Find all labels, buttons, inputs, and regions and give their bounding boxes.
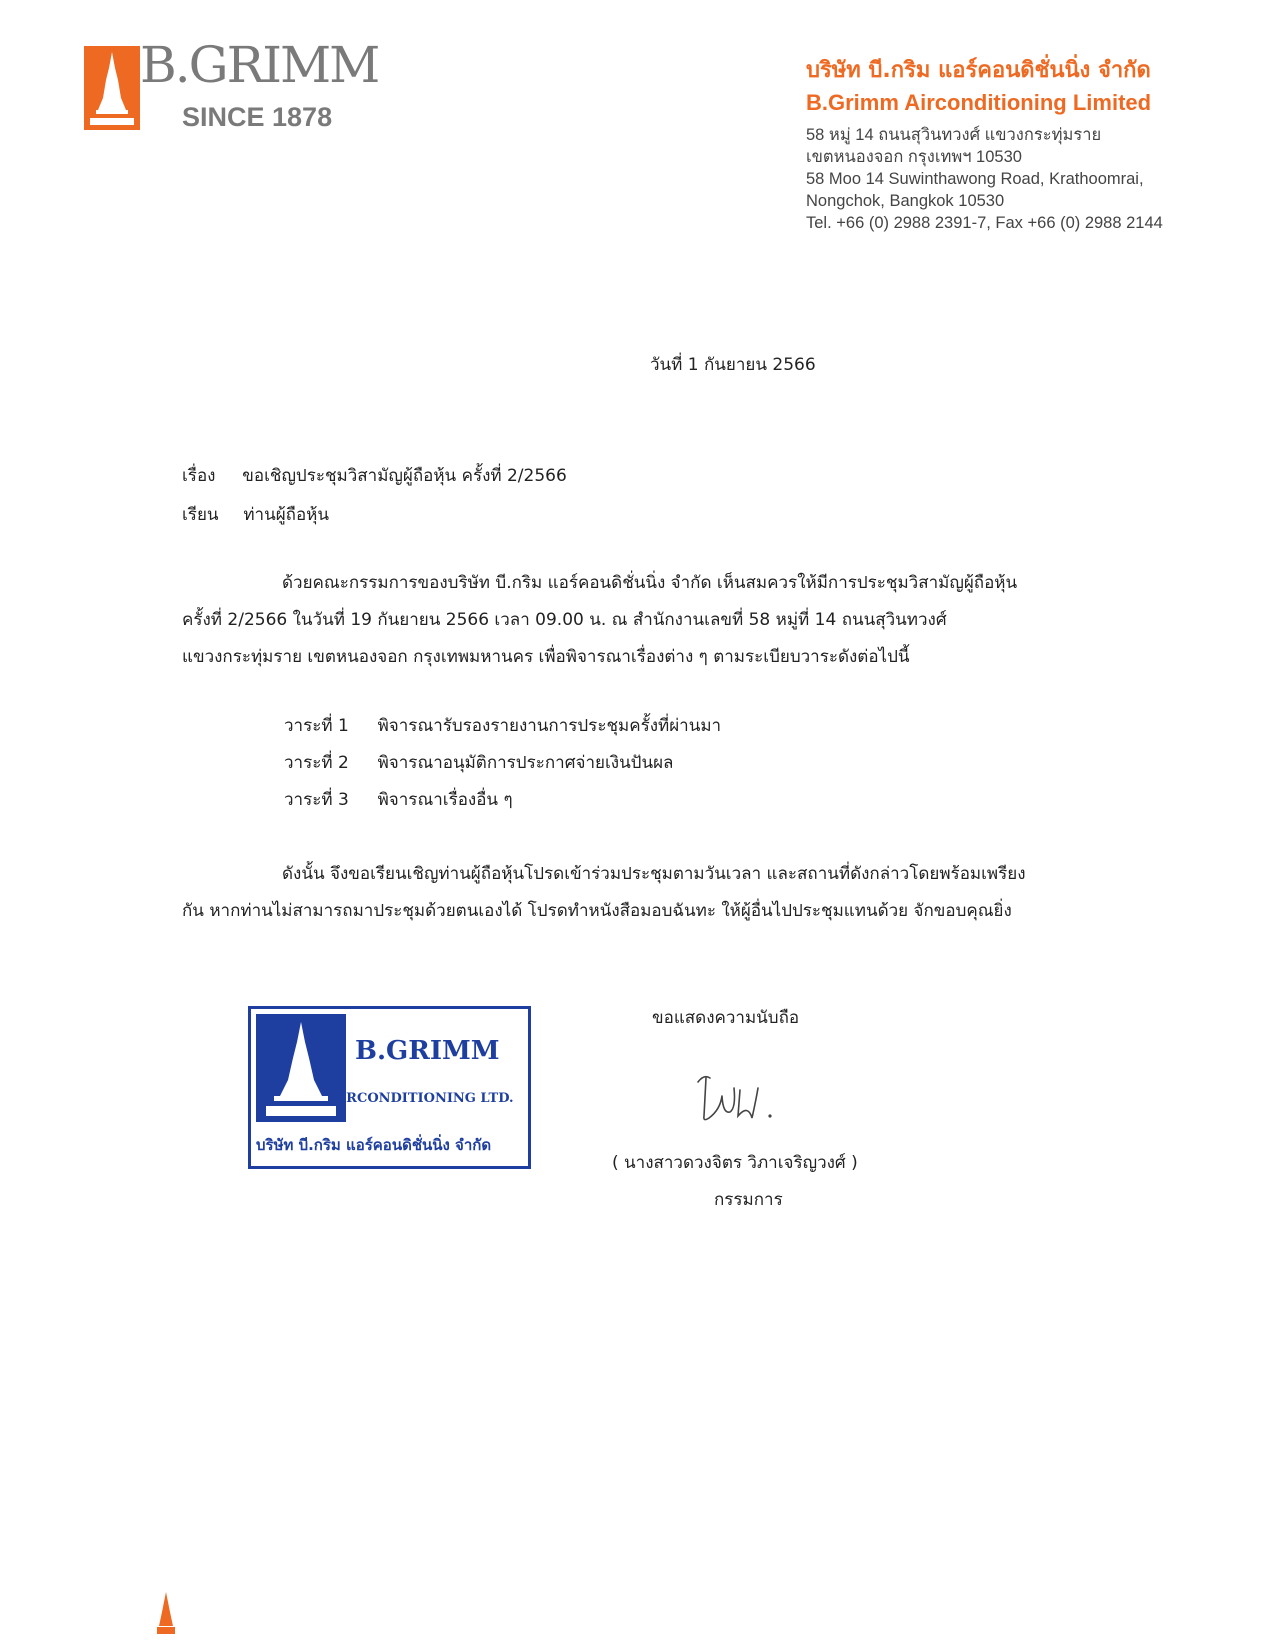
signature-icon [690,1060,800,1130]
signer-title: กรรมการ [714,1190,783,1210]
company-logo-icon [84,46,140,130]
logo-name: B.GRIMM [140,36,379,94]
address-line: Nongchok, Bangkok 10530 [806,192,1005,210]
agenda-item [284,792,513,809]
subject-text: ขอเชิญประชุมวิสามัญผู้ถือหุ้น ครั้งที่ 2/2566 [242,466,567,486]
address-line: เขตหนองจอก กรุงเทพฯ 10530 [806,148,1022,166]
agenda-text: พิจารณารับรองรายงานการประชุมครั้งที่ผ่านมา [377,716,722,736]
agenda-text: พิจารณาอนุมัติการประกาศจ่ายเงินปันผล [377,753,674,773]
stamp-thai-name: บริษัท บี.กริม แอร์คอนดิชั่นนิ่ง จำกัด [256,1136,492,1154]
paragraph-line: กัน หากท่านไม่สามารถมาประชุมด้วยตนเองได้ โปรดทำหนังสือมอบฉันทะ ให้ผู้อื่นไปประชุมแทนด้วย จักขอบคุณยิ่ง [182,901,1012,921]
paragraph-line: ด้วยคณะกรรมการของบริษัท บี.กริม แอร์คอนดิชั่นนิ่ง จำกัด เห็นสมควรให้มีการประชุมวิสามัญผู้ถือหุ้น [282,573,1018,593]
agenda-item [284,718,721,735]
recipient-line [182,507,329,524]
stamp-company-name: B.GRIMM [355,1036,500,1066]
company-name-thai: บริษัท บี.กริม แอร์คอนดิชั่นนิ่ง จำกัด [806,58,1151,83]
address-line: 58 หมู่ 14 ถนนสุวินทวงศ์ แขวงกระทุ่มราย [806,126,1102,144]
paragraph-line: ดังนั้น จึงขอเรียนเชิญท่านผู้ถือหุ้นโปรดเข้าร่วมประชุมตามวันเวลา และสถานที่ดังกล่าวโดยพร้อมเพรียง [282,864,1026,884]
stamp-subtitle: AIRCONDITIONING LTD. [330,1091,514,1106]
agenda-item [284,755,673,772]
logo-since: SINCE 1878 [182,102,333,132]
agenda-label: วาระที่ 2 [284,753,349,773]
signer-name: ( นางสาวดวงจิตร วิภาเจริญวงศ์ ) [612,1153,858,1173]
agenda-label: วาระที่ 1 [284,716,349,736]
letter-date: วันที่ 1 กันยายน 2566 [650,355,816,375]
agenda-label: วาระที่ 3 [284,790,349,810]
subject-line [182,468,567,485]
agenda-text: พิจารณาเรื่องอื่น ๆ [377,790,513,810]
company-name-english: B.Grimm Airconditioning Limited [806,90,1152,115]
paragraph-line: แขวงกระทุ่มราย เขตหนองจอก กรุงเทพมหานคร เพื่อพิจารณาเรื่องต่าง ๆ ตามระเบียบวาระดังต่อไปนี้ [182,647,910,667]
contact-line: Tel. +66 (0) 2988 2391-7, Fax +66 (0) 2988 2144 [806,214,1163,232]
recipient-text: ท่านผู้ถือหุ้น [243,505,330,525]
recipient-label: เรียน [182,505,219,525]
subject-label: เรื่อง [182,466,216,486]
closing-text: ขอแสดงความนับถือ [652,1008,800,1028]
address-line: 58 Moo 14 Suwinthawong Road, Krathoomrai, [806,170,1144,188]
paragraph-line: ครั้งที่ 2/2566 ในวันที่ 19 กันยายน 2566 เวลา 09.00 น. ณ สำนักงานเลขที่ 58 หมู่ที่ 14 ถนนสุวินทวงศ์ [182,610,947,630]
footer-pagoda-icon [157,1592,175,1634]
